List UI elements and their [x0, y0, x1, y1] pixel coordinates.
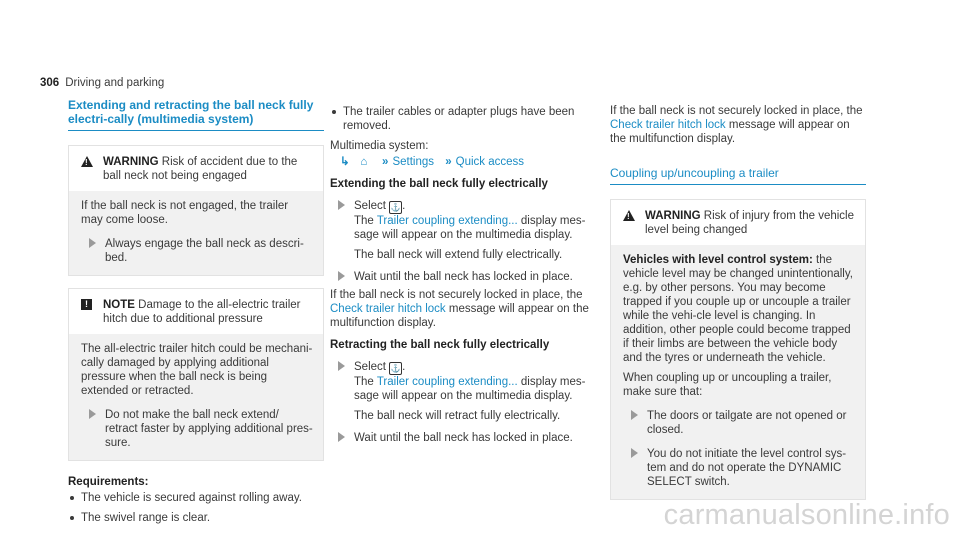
warning-head [69, 146, 323, 191]
warning-body [69, 191, 323, 275]
requirement-item: The vehicle is secured against rolling away. [68, 491, 324, 505]
trailer-hitch-icon: ⚓ [390, 203, 401, 212]
lock-warning-text [610, 104, 866, 146]
column-3 [610, 98, 866, 500]
message-suffix: display mes-sage will appear on the multimedia display. [354, 215, 586, 241]
instruction-step [81, 237, 313, 265]
navigation-path [340, 155, 590, 169]
warning-triangle-icon: ! [81, 156, 93, 167]
step-text: Do not make the ball neck extend/ retract faster by applying additional pres-sure. [105, 409, 313, 449]
result-text: The ball neck will extend fully electrically. [354, 249, 563, 261]
message-suffix: display mes-sage will appear on the multimedia display. [354, 376, 586, 402]
lock-suffix: message will appear on the multifunction display. [610, 119, 850, 145]
note-box [68, 288, 324, 461]
the-word: The [354, 215, 374, 227]
step-arrow-icon [631, 410, 638, 420]
warning-label: WARNING [103, 156, 159, 168]
step-arrow-icon [338, 271, 345, 281]
instruction-step: Select ⚓ . The Trailer coupling extending... display mes-sage will appear on the multimedia display. The ball neck will retract fully electrically. [330, 360, 590, 423]
check-trailer-hitch-lock-message: Check trailer hitch lock [610, 119, 726, 131]
warning-body-text [623, 253, 855, 365]
warning-body-text: If the ball neck is not engaged, the trailer may come loose. [81, 200, 289, 226]
trailer-hitch-icon: ⚓ [390, 364, 401, 373]
column-2 [330, 98, 590, 445]
select-word: Select [354, 200, 386, 212]
requirements-heading: Requirements: [68, 476, 149, 488]
warning-head [611, 200, 865, 245]
result-text: The ball neck will retract fully electrically. [354, 410, 561, 422]
lock-suffix: message will appear on the multifunction display. [330, 303, 589, 329]
page-number: 306 [40, 77, 60, 89]
warning-label: WARNING [645, 210, 701, 222]
warning-triangle-icon: ! [623, 210, 635, 221]
nav-quick-access: Quick access [455, 156, 525, 168]
retract-heading: Retracting the ball neck fully electrically [330, 339, 550, 351]
warning-box [610, 199, 866, 500]
warning-text: Risk of injury from the vehicle level being changed [645, 210, 854, 236]
step-text: Always engage the ball neck as descri-bed. [105, 238, 304, 264]
instruction-step [330, 270, 590, 284]
section-title: Driving and parking [65, 77, 165, 89]
multimedia-label: Multimedia system: [330, 140, 429, 152]
warning-text: Risk of accident due to the ball neck not being engaged [103, 156, 298, 182]
lock-warning-text [330, 288, 590, 330]
return-arrow-icon: ↳ [340, 156, 350, 168]
page-header [40, 76, 164, 90]
instruction-step [330, 431, 590, 445]
step-arrow-icon [338, 200, 345, 210]
the-word: The [354, 376, 374, 388]
instruction-step [81, 408, 313, 450]
step-text: The doors or tailgate are not opened or closed. [647, 410, 847, 436]
extend-heading: Extending the ball neck fully electrically [330, 178, 548, 190]
requirement-item: The swivel range is clear. [68, 511, 324, 525]
lock-prefix: If the ball neck is not securely locked in place, the [610, 105, 863, 117]
requirement-item: The trailer cables or adapter plugs have been removed. [330, 105, 590, 133]
section-heading-extend-retract: Extending and retracting the ball neck fully electri-cally (multimedia system) [68, 98, 324, 131]
home-icon: ⌂ [360, 156, 368, 168]
note-body-text: The all-electric trailer hitch could be mechani-cally damaged by applying additional pressure when the ball neck is being extended or retracted. [81, 343, 313, 397]
warning-box [68, 145, 324, 276]
note-text: Damage to the all-electric trailer hitch due to additional pressure [103, 299, 301, 325]
level-control-keyword: Vehicles with level control system: [623, 254, 813, 266]
watermark: carmanualsonline.info [663, 499, 950, 531]
nav-settings: Settings [392, 156, 435, 168]
step-arrow-icon [631, 448, 638, 458]
note-head [69, 289, 323, 334]
note-exclamation-icon: ! [81, 299, 92, 310]
step-text: Wait until the ball neck has locked in place. [354, 271, 573, 283]
trailer-extending-message: Trailer coupling extending... [376, 376, 518, 388]
step-text: Wait until the ball neck has locked in place. [354, 432, 573, 444]
step-arrow-icon [89, 238, 96, 248]
lock-prefix: If the ball neck is not securely locked in place, the [330, 289, 583, 301]
trailer-extending-message: Trailer coupling extending... [376, 215, 518, 227]
warning-body [611, 245, 865, 499]
chevron-right-icon: » [382, 156, 389, 168]
step-arrow-icon [89, 409, 96, 419]
instruction-step [623, 409, 855, 437]
warning-body-2: When coupling up or uncoupling a trailer, make sure that: [623, 372, 832, 398]
chevron-right-icon: » [445, 156, 452, 168]
instruction-step: Select ⚓ . The Trailer coupling extending... display mes-sage will appear on the multimedia display. The ball neck will extend fully electrically. [330, 199, 590, 262]
step-arrow-icon [338, 432, 345, 442]
note-body [69, 334, 323, 460]
warning-body-main: the vehicle level may be changed unintentionally, e.g. by other persons. You may become trapped if you couple up or uncouple a trailer while the vehi-cle level is changing. In addition, other people could become trapped if their limbs are between the vehicle body and the tyres or underneath the vehicle. [623, 254, 853, 364]
section-heading-coupling: Coupling up/uncoupling a trailer [610, 166, 866, 185]
select-word: Select [354, 361, 386, 373]
note-label: NOTE [103, 299, 135, 311]
instruction-step [623, 447, 855, 489]
column-1 [68, 98, 324, 525]
step-text: You do not initiate the level control sys-tem and do not operate the DYNAMIC SELECT switch. [647, 448, 847, 488]
step-arrow-icon [338, 361, 345, 371]
check-trailer-hitch-lock-message: Check trailer hitch lock [330, 303, 446, 315]
